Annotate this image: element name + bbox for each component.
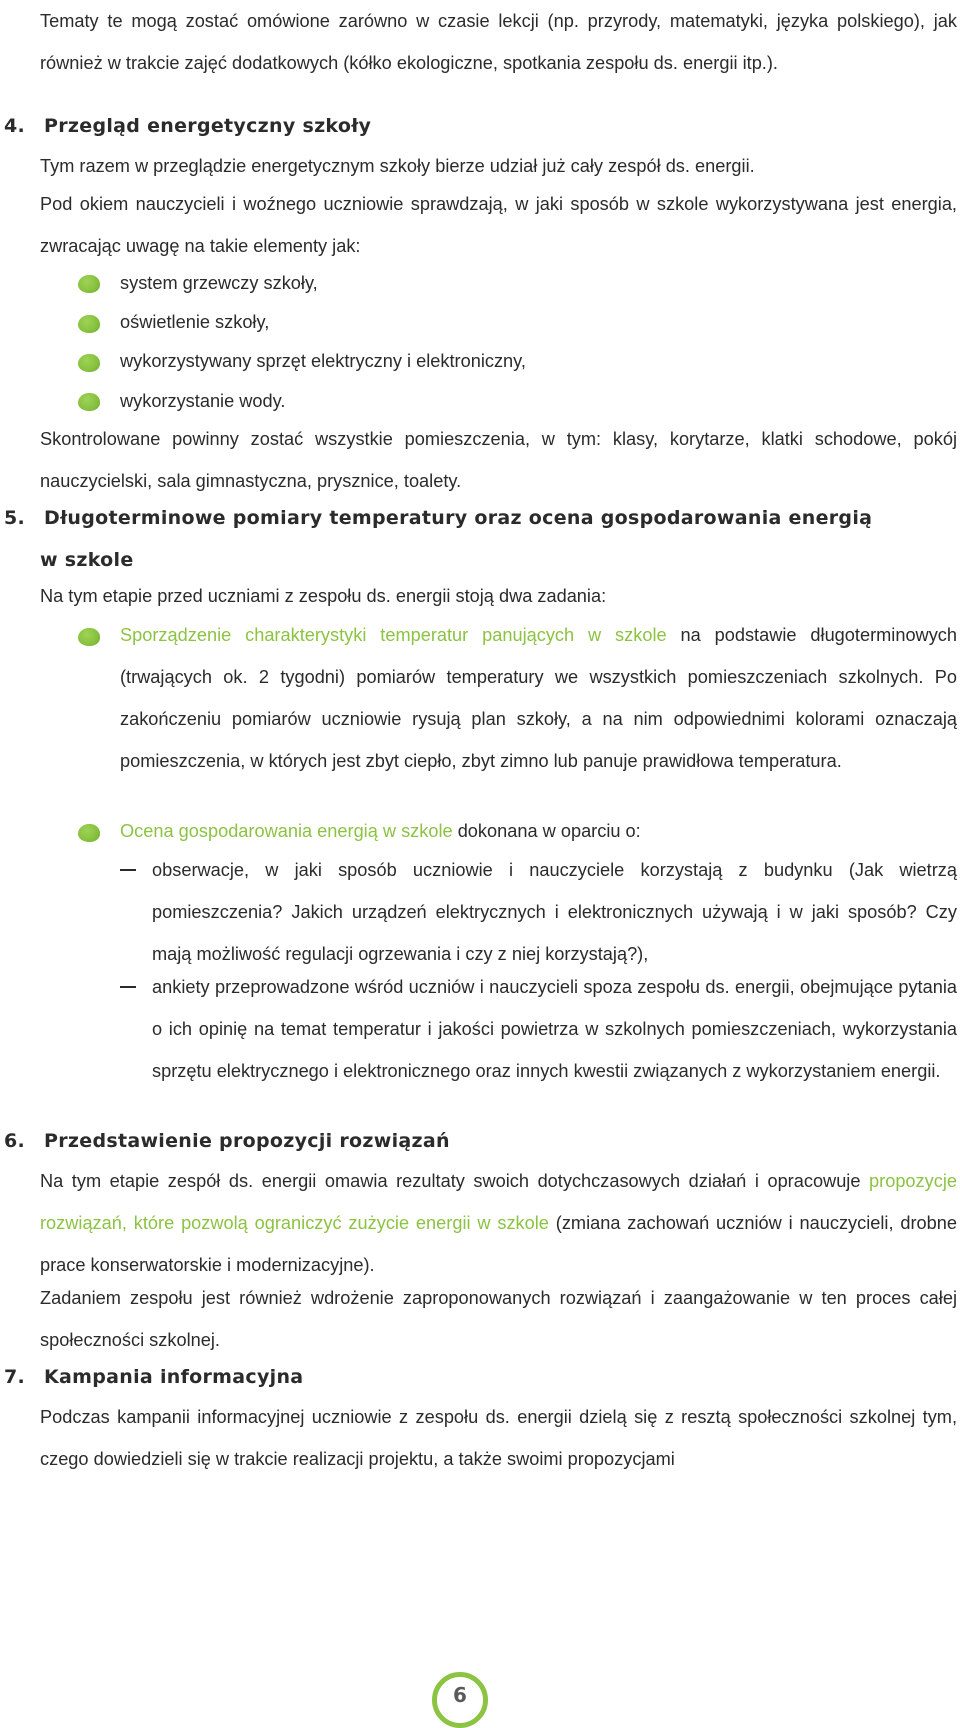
section-4-title: Przegląd energetyczny szkoły <box>44 115 372 137</box>
leaf-bullet-icon <box>78 628 100 646</box>
highlight-text: propozycje rozwiązań, które pozwolą ograniczyć zużycie energii w szkole <box>40 1171 957 1233</box>
leaf-bullet-icon <box>78 824 100 842</box>
leaf-bullet-icon <box>78 275 100 293</box>
section-4-number: 4. <box>4 115 26 137</box>
section-7-title: Kampania informacyjna <box>44 1366 304 1388</box>
leaf-bullet-icon <box>78 393 100 411</box>
section-6-heading <box>0 1120 960 1162</box>
list-item: oświetlenie szkoły, <box>120 312 270 332</box>
paragraph-text: Na tym etapie zespół ds. energii omawia rezultaty swoich dotychczasowych działań i opracowuje <box>40 1171 870 1191</box>
section-7-paragraph-1: Podczas kampanii informacyjnej uczniowie z zespołu ds. energii dzielą się z resztą społeczności szkolnej tym, czego dowiedzieli się w trakcie realizacji projektu, a także swoimi propozycjami <box>40 1407 957 1469</box>
section-4-paragraph-3: Skontrolowane powinny zostać wszystkie pomieszczenia, w tym: klasy, korytarze, klatki schodowe, pokój nauczycielski, sala gimnastyczna, prysznice, toalety. <box>40 429 957 491</box>
sub-list-item: ankiety przeprowadzone wśród uczniów i nauczycieli spoza zespołu ds. energii, obejmujące pytania o ich opinię na temat temperatur i jakości powietrza w szkolnych pomieszczeniach, wykorzystania sprzętu elektrycznego i elektronicznego oraz innych kwestii związanych z wykorzystaniem energii. <box>152 977 957 1081</box>
section-7-heading <box>0 1356 960 1398</box>
section-5-heading <box>0 497 960 581</box>
section-6-number: 6. <box>4 1130 26 1152</box>
dash-bullet-icon <box>120 869 136 871</box>
section-4-paragraph-2: Pod okiem nauczycieli i woźnego uczniowie sprawdzają, w jaki sposób w szkole wykorzystywana jest energia, zwracając uwagę na takie elementy jak: <box>40 194 957 256</box>
section-6-title: Przedstawienie propozycji rozwiązań <box>44 1130 450 1152</box>
section-5-title-line-2: w szkole <box>40 549 134 571</box>
list-item-text: dokonana w oparciu o: <box>452 821 641 841</box>
list-item: wykorzystanie wody. <box>120 391 286 411</box>
section-4-heading <box>0 105 960 147</box>
section-6-paragraph-1 <box>40 1160 957 1286</box>
list-item <box>120 614 957 782</box>
section-4-paragraph-1: Tym razem w przeglądzie energetycznym szkoły bierze udział już cały zespół ds. energii. <box>40 156 755 176</box>
page-number-badge <box>432 1672 488 1728</box>
list-item <box>120 810 957 852</box>
list-item: wykorzystywany sprzęt elektryczny i elektroniczny, <box>120 351 526 371</box>
sub-list-item: obserwacje, w jaki sposób uczniowie i nauczyciele korzystają z budynku (Jak wietrzą pomieszczenia? Jakich urządzeń elektrycznych i elektronicznych używają i w jaki sposób? Czy mają możliwość regulacji ogrzewania i czy z niej korzystają?), <box>152 860 957 964</box>
leaf-bullet-icon <box>78 315 100 333</box>
section-5-paragraph-1: Na tym etapie przed uczniami z zespołu ds. energii stoją dwa zadania: <box>40 586 607 606</box>
section-5-number: 5. <box>4 507 26 529</box>
section-5-title-line-1: Długoterminowe pomiary temperatury oraz ocena gospodarowania energią <box>44 507 873 529</box>
section-7-number: 7. <box>4 1366 26 1388</box>
intro-paragraph: Tematy te mogą zostać omówione zarówno w czasie lekcji (np. przyrody, matematyki, języka polskiego), jak również w trakcie zajęć dodatkowych (kółko ekologiczne, spotkania zespołu ds. energii itp.). <box>40 11 957 73</box>
page-number: 6 <box>453 1683 467 1707</box>
list-item: system grzewczy szkoły, <box>120 273 318 293</box>
section-6-paragraph-2: Zadaniem zespołu jest również wdrożenie zaproponowanych rozwiązań i zaangażowanie w ten proces całej społeczności szkolnej. <box>40 1288 957 1350</box>
leaf-bullet-icon <box>78 354 100 372</box>
dash-bullet-icon <box>120 986 136 988</box>
list-item-text: na podstawie długoterminowych (trwających ok. 2 tygodni) pomiarów temperatury we wszystkich pomieszczeniach szkolnych. Po zakończeniu pomiarów uczniowie rysują plan szkoły, a na nim odpowiednimi kolorami oznaczają pomieszczenia, w których jest zbyt ciepło, zbyt zimno lub panuje prawidłowa temperatura. <box>120 625 957 771</box>
highlight-text: Ocena gospodarowania energią w szkole <box>120 821 453 841</box>
paragraph-text: (zmiana zachowań uczniów i nauczycieli, drobne prace konserwatorskie i modernizacyjne). <box>40 1213 957 1275</box>
highlight-text: Sporządzenie charakterystyki temperatur panujących w szkole <box>120 625 667 645</box>
